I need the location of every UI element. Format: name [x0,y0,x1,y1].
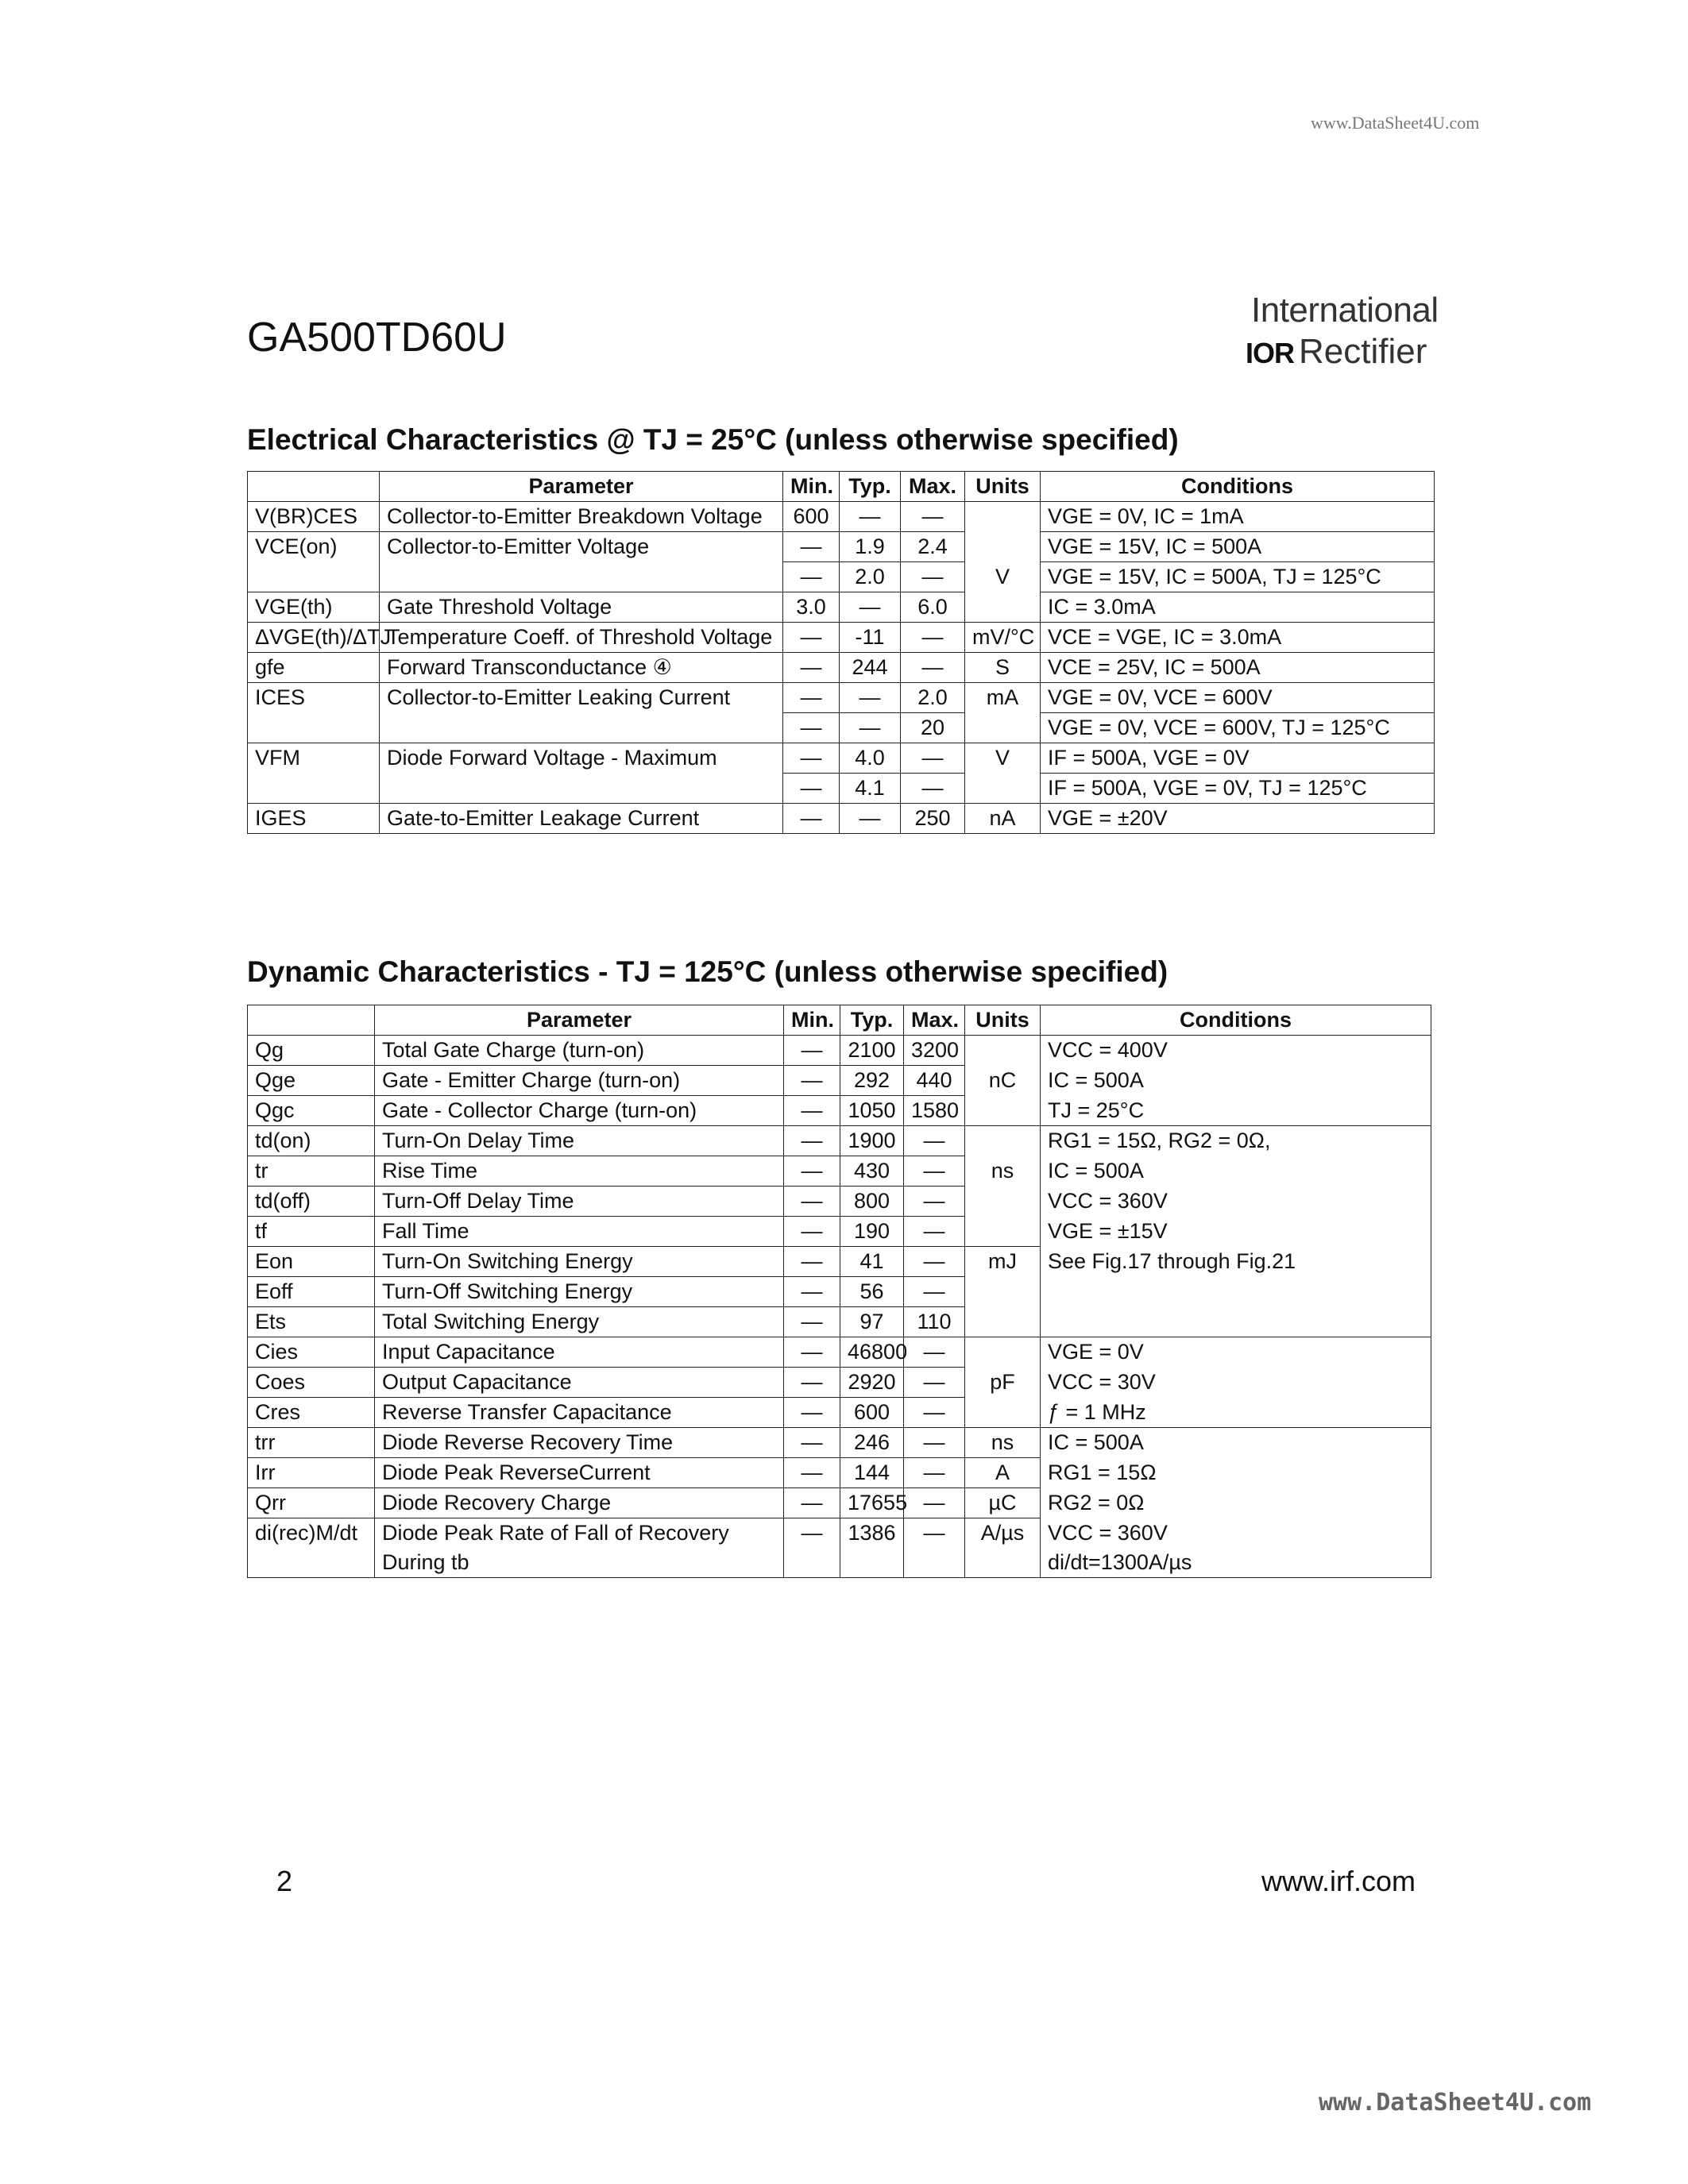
symbol-cell: IGES [248,804,380,834]
parameter-cell: Gate Threshold Voltage [380,592,783,623]
conditions-cell: VGE = ±20V [1041,804,1435,834]
header-conditions: Conditions [1041,1005,1431,1036]
max-cell: — [904,1398,965,1428]
typ-cell: — [840,804,901,834]
conditions-cell [1041,1277,1431,1307]
table-row [248,1518,1431,1549]
table-row [248,1398,1431,1428]
table-row [248,502,1435,532]
table-row [248,1217,1431,1247]
symbol-cell: VCE(on) [248,532,380,562]
max-cell: 2.4 [901,532,965,562]
header-parameter: Parameter [380,472,783,502]
min-cell: — [783,713,840,743]
min-cell: — [784,1398,840,1428]
table-row [248,804,1435,834]
conditions-cell [1041,1307,1431,1337]
dynamic-characteristics-table [247,1005,1431,1578]
max-cell: — [904,1488,965,1518]
typ-cell: 1050 [840,1096,904,1126]
symbol-cell: td(on) [248,1126,375,1156]
conditions-cell: RG1 = 15Ω [1041,1458,1431,1488]
electrical-characteristics-table [247,471,1435,834]
symbol-cell: Qgc [248,1096,375,1126]
units-cell: ns [965,1428,1041,1458]
min-cell [784,1548,840,1578]
typ-cell: 430 [840,1156,904,1187]
units-cell: µC [965,1488,1041,1518]
parameter-cell: Gate - Emitter Charge (turn-on) [375,1066,784,1096]
min-cell: — [784,1096,840,1126]
symbol-cell [248,1548,375,1578]
table-row [248,1247,1431,1277]
conditions-cell: IC = 500A [1041,1066,1431,1096]
max-cell: — [904,1217,965,1247]
page-number: 2 [276,1865,293,1897]
header-max: Max. [901,472,965,502]
table-row [248,1066,1431,1096]
max-cell: 3200 [904,1036,965,1066]
dynamic-characteristics-title: Dynamic Characteristics - TJ = 125°C (unless otherwise specified) [247,955,1168,988]
max-cell: — [904,1156,965,1187]
min-cell: — [783,532,840,562]
units-cell: pF [965,1368,1041,1398]
symbol-cell: VFM [248,743,380,774]
ior-logo-mark: IOR [1246,337,1295,369]
max-cell: — [904,1368,965,1398]
conditions-cell: VGE = 0V [1041,1337,1431,1368]
min-cell: — [784,1156,840,1187]
typ-cell: — [840,683,901,713]
parameter-cell: Reverse Transfer Capacitance [375,1398,784,1428]
conditions-cell: IF = 500A, VGE = 0V, TJ = 125°C [1041,774,1435,804]
parameter-cell [380,774,783,804]
table-row [248,1458,1431,1488]
table-row [248,1277,1431,1307]
min-cell: — [784,1247,840,1277]
typ-cell: 1386 [840,1518,904,1549]
header-max: Max. [904,1005,965,1036]
symbol-cell: Cies [248,1337,375,1368]
typ-cell: 292 [840,1066,904,1096]
max-cell: 440 [904,1066,965,1096]
logo-rectifier: Rectifier [1299,332,1427,371]
conditions-cell: VCE = VGE, IC = 3.0mA [1041,623,1435,653]
typ-cell: 4.0 [840,743,901,774]
symbol-cell: tf [248,1217,375,1247]
conditions-cell: VGE = 0V, VCE = 600V [1041,683,1435,713]
max-cell: 6.0 [901,592,965,623]
min-cell: — [784,1488,840,1518]
min-cell: — [784,1337,840,1368]
watermark-top: www.DataSheet4U.com [1311,113,1480,133]
parameter-cell: Turn-Off Switching Energy [375,1277,784,1307]
symbol-cell: Qge [248,1066,375,1096]
header-min: Min. [784,1005,840,1036]
typ-cell: 56 [840,1277,904,1307]
table-row [248,774,1435,804]
max-cell: 2.0 [901,683,965,713]
units-cell [965,532,1041,562]
parameter-cell: Collector-to-Emitter Voltage [380,532,783,562]
parameter-cell: Forward Transconductance ④ [380,653,783,683]
symbol-cell: gfe [248,653,380,683]
header-typ: Typ. [840,472,901,502]
min-cell: — [783,653,840,683]
conditions-cell: VGE = ±15V [1041,1217,1431,1247]
typ-cell: 2920 [840,1368,904,1398]
header-conditions: Conditions [1041,472,1435,502]
table-row [248,1428,1431,1458]
min-cell: 600 [783,502,840,532]
max-cell: 250 [901,804,965,834]
typ-cell: 244 [840,653,901,683]
max-cell: — [901,653,965,683]
typ-cell: — [840,713,901,743]
conditions-cell: VCC = 360V [1041,1518,1431,1549]
typ-cell: 190 [840,1217,904,1247]
units-cell: nA [965,804,1041,834]
min-cell: — [783,683,840,713]
min-cell: — [784,1428,840,1458]
typ-cell: 246 [840,1428,904,1458]
min-cell: — [784,1187,840,1217]
min-cell: — [784,1217,840,1247]
conditions-cell: VGE = 0V, VCE = 600V, TJ = 125°C [1041,713,1435,743]
symbol-cell: Coes [248,1368,375,1398]
parameter-cell [380,713,783,743]
table-row [248,532,1435,562]
table-row [248,1307,1431,1337]
table-row [248,1156,1431,1187]
max-cell: 110 [904,1307,965,1337]
min-cell: — [784,1036,840,1066]
symbol-cell: Cres [248,1398,375,1428]
table-row [248,1036,1431,1066]
electrical-characteristics-title: Electrical Characteristics @ TJ = 25°C (unless otherwise specified) [247,423,1179,456]
table-row [248,1337,1431,1368]
min-cell: — [784,1126,840,1156]
max-cell: — [901,743,965,774]
table-row [248,1488,1431,1518]
units-cell [965,1096,1041,1126]
units-cell [965,1398,1041,1428]
parameter-cell: Collector-to-Emitter Breakdown Voltage [380,502,783,532]
units-cell [965,592,1041,623]
min-cell: — [784,1518,840,1549]
typ-cell: 600 [840,1398,904,1428]
symbol-cell: td(off) [248,1187,375,1217]
conditions-cell: IC = 500A [1041,1428,1431,1458]
parameter-cell: Fall Time [375,1217,784,1247]
parameter-cell: Diode Forward Voltage - Maximum [380,743,783,774]
units-cell [965,502,1041,532]
header-units: Units [965,472,1041,502]
max-cell: — [904,1458,965,1488]
conditions-cell: VCC = 400V [1041,1036,1431,1066]
typ-cell [840,1548,904,1578]
symbol-cell: Qrr [248,1488,375,1518]
parameter-cell: Diode Reverse Recovery Time [375,1428,784,1458]
typ-cell: 41 [840,1247,904,1277]
header-typ: Typ. [840,1005,904,1036]
parameter-cell: Collector-to-Emitter Leaking Current [380,683,783,713]
logo-rectifier-row [1246,332,1427,376]
typ-cell: 1900 [840,1126,904,1156]
units-cell: mA [965,683,1041,713]
units-cell: mV/°C [965,623,1041,653]
symbol-cell: ΔVGE(th)/ΔTJ [248,623,380,653]
table-row [248,653,1435,683]
parameter-cell [380,562,783,592]
units-cell [965,1126,1041,1156]
typ-cell: 17655 [840,1488,904,1518]
parameter-cell: Total Gate Charge (turn-on) [375,1036,784,1066]
parameter-cell: Gate-to-Emitter Leakage Current [380,804,783,834]
symbol-cell: trr [248,1428,375,1458]
conditions-cell: VCC = 360V [1041,1187,1431,1217]
units-cell: mJ [965,1247,1041,1277]
logo-international: International [1251,291,1439,330]
symbol-cell [248,562,380,592]
conditions-cell: RG1 = 15Ω, RG2 = 0Ω, [1041,1126,1431,1156]
units-cell [965,713,1041,743]
typ-cell: 2.0 [840,562,901,592]
header-units: Units [965,1005,1041,1036]
parameter-cell: Input Capacitance [375,1337,784,1368]
table-row [248,1187,1431,1217]
symbol-cell: tr [248,1156,375,1187]
table-row [248,562,1435,592]
parameter-cell: Diode Peak ReverseCurrent [375,1458,784,1488]
symbol-cell: Qg [248,1036,375,1066]
conditions-cell: VCC = 30V [1041,1368,1431,1398]
typ-cell: 4.1 [840,774,901,804]
typ-cell: 2100 [840,1036,904,1066]
table-row [248,1368,1431,1398]
min-cell: — [784,1368,840,1398]
units-cell [965,1187,1041,1217]
table-row [248,623,1435,653]
typ-cell: 46800 [840,1337,904,1368]
max-cell: — [901,774,965,804]
symbol-cell: Irr [248,1458,375,1488]
table-header-row [248,472,1435,502]
parameter-cell: Output Capacitance [375,1368,784,1398]
units-cell [965,1548,1041,1578]
table-row [248,713,1435,743]
conditions-cell: IC = 500A [1041,1156,1431,1187]
units-cell: nC [965,1066,1041,1096]
conditions-cell: RG2 = 0Ω [1041,1488,1431,1518]
table-row [248,683,1435,713]
max-cell: — [904,1518,965,1549]
table-row [248,592,1435,623]
typ-cell: — [840,502,901,532]
min-cell: — [783,562,840,592]
units-cell [965,1307,1041,1337]
conditions-cell: ƒ = 1 MHz [1041,1398,1431,1428]
parameter-cell: Diode Recovery Charge [375,1488,784,1518]
parameter-cell: Total Switching Energy [375,1307,784,1337]
min-cell: — [783,743,840,774]
parameter-cell: During tb [375,1548,784,1578]
parameter-cell: Turn-On Switching Energy [375,1247,784,1277]
units-cell [965,1036,1041,1066]
units-cell: ns [965,1156,1041,1187]
max-cell: — [904,1126,965,1156]
max-cell [904,1548,965,1578]
symbol-cell: Eoff [248,1277,375,1307]
typ-cell: 97 [840,1307,904,1337]
max-cell: — [901,502,965,532]
min-cell: — [783,804,840,834]
units-cell: A [965,1458,1041,1488]
max-cell: — [901,623,965,653]
conditions-cell: VCE = 25V, IC = 500A [1041,653,1435,683]
symbol-cell: Eon [248,1247,375,1277]
min-cell: — [784,1066,840,1096]
units-cell: S [965,653,1041,683]
conditions-cell: See Fig.17 through Fig.21 [1041,1247,1431,1277]
header-min: Min. [783,472,840,502]
parameter-cell: Gate - Collector Charge (turn-on) [375,1096,784,1126]
min-cell: — [784,1458,840,1488]
max-cell: — [901,562,965,592]
parameter-cell: Diode Peak Rate of Fall of Recovery [375,1518,784,1549]
units-cell: V [965,743,1041,774]
part-number: GA500TD60U [247,314,507,361]
max-cell: 1580 [904,1096,965,1126]
table-row [248,1096,1431,1126]
typ-cell: -11 [840,623,901,653]
header-symbol [248,472,380,502]
min-cell: — [783,774,840,804]
units-cell: V [965,562,1041,592]
table-header-row [248,1005,1431,1036]
footer-url-link[interactable]: www.irf.com [1261,1865,1416,1897]
symbol-cell: VGE(th) [248,592,380,623]
conditions-cell: VGE = 0V, IC = 1mA [1041,502,1435,532]
parameter-cell: Turn-Off Delay Time [375,1187,784,1217]
units-cell [965,1277,1041,1307]
table-row [248,1548,1431,1578]
parameter-cell: Rise Time [375,1156,784,1187]
units-cell [965,1217,1041,1247]
conditions-cell: di/dt=1300A/µs [1041,1548,1431,1578]
min-cell: 3.0 [783,592,840,623]
typ-cell: 800 [840,1187,904,1217]
parameter-cell: Temperature Coeff. of Threshold Voltage [380,623,783,653]
header-parameter: Parameter [375,1005,784,1036]
symbol-cell: Ets [248,1307,375,1337]
symbol-cell [248,774,380,804]
header-symbol [248,1005,375,1036]
conditions-cell: TJ = 25°C [1041,1096,1431,1126]
max-cell: — [904,1247,965,1277]
symbol-cell: ICES [248,683,380,713]
symbol-cell [248,713,380,743]
conditions-cell: VGE = 15V, IC = 500A, TJ = 125°C [1041,562,1435,592]
symbol-cell: V(BR)CES [248,502,380,532]
min-cell: — [783,623,840,653]
conditions-cell: IF = 500A, VGE = 0V [1041,743,1435,774]
watermark-bottom: www.DataSheet4U.com [1319,2089,1592,2116]
min-cell: — [784,1277,840,1307]
max-cell: — [904,1277,965,1307]
parameter-cell: Turn-On Delay Time [375,1126,784,1156]
max-cell: 20 [901,713,965,743]
max-cell: — [904,1428,965,1458]
units-cell: A/µs [965,1518,1041,1549]
min-cell: — [784,1307,840,1337]
units-cell [965,1337,1041,1368]
table-row [248,743,1435,774]
typ-cell: 144 [840,1458,904,1488]
units-cell [965,774,1041,804]
typ-cell: — [840,592,901,623]
table-row [248,1126,1431,1156]
conditions-cell: IC = 3.0mA [1041,592,1435,623]
typ-cell: 1.9 [840,532,901,562]
max-cell: — [904,1337,965,1368]
symbol-cell: di(rec)M/dt [248,1518,375,1549]
conditions-cell: VGE = 15V, IC = 500A [1041,532,1435,562]
max-cell: — [904,1187,965,1217]
